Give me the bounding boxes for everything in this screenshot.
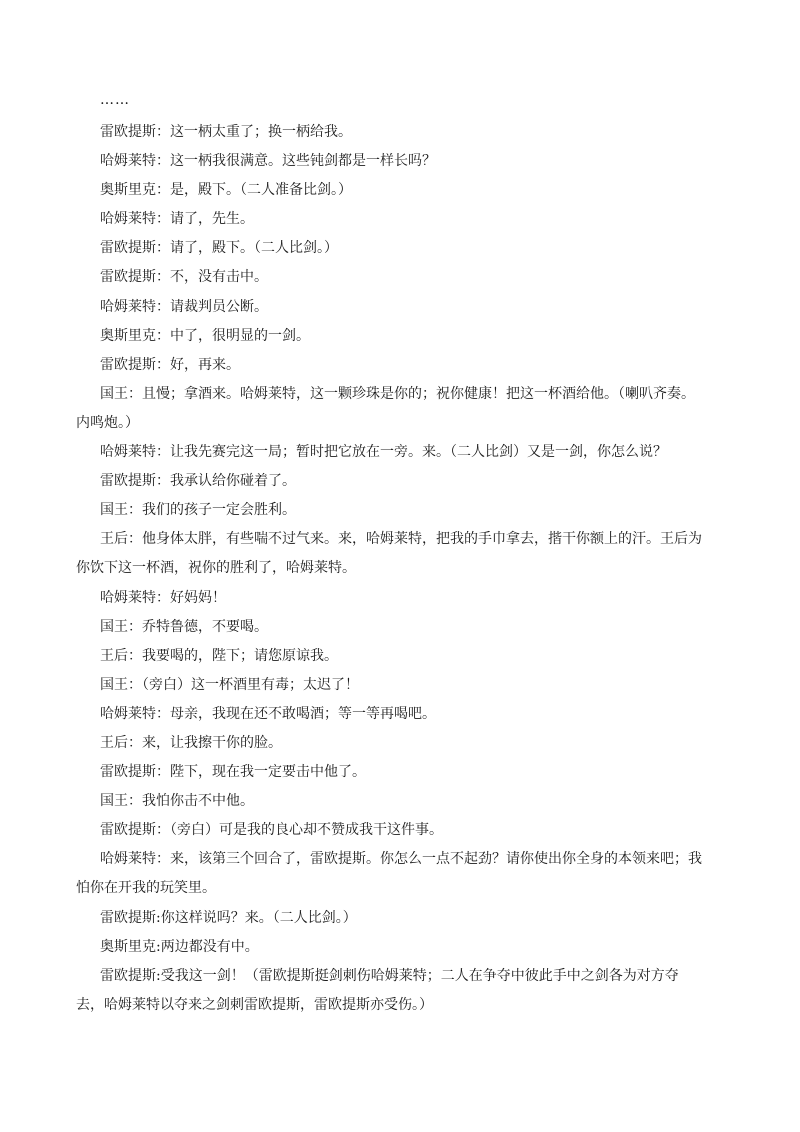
script-dialogue <box>0 118 800 1020</box>
dialogue-line: 国王：我怕你击不中他。 <box>100 793 254 810</box>
dialogue-line: 奥斯里克：是，殿下。（二人准备比剑。） <box>100 182 352 199</box>
dialogue-line: 哈姆莱特：请了，先生。 <box>100 211 254 228</box>
dialogue-line: 哈姆莱特：好妈妈！ <box>100 589 226 606</box>
dialogue-line: 雷欧提斯：我承认给你碰着了。 <box>100 473 296 490</box>
dialogue-line: 哈姆莱特：来，该第三个回合了，雷欧提斯。你怎么一点不起劲？请你使出你全身的本领来吧；我怕你在开我的玩笑里。 <box>76 851 702 897</box>
dialogue-line: 雷欧提斯：这一柄太重了；换一柄给我。 <box>100 124 352 140</box>
dialogue-line: 哈姆莱特：让我先赛完这一局；暂时把它放在一旁。来。（二人比剑）又是一剑，你怎么说？ <box>100 444 667 461</box>
dialogue-line: 王后：来，让我擦干你的脸。 <box>100 734 282 751</box>
dialogue-line: 哈姆莱特：请裁判员公断。 <box>100 298 268 315</box>
dialogue-line: 国王：乔特鲁德，不要喝。 <box>100 618 268 635</box>
dialogue-line: 国王：且慢；拿酒来。哈姆莱特，这一颗珍珠是你的；祝你健康！把这一杯酒给他。（喇叭齐奏。内鸣炮。） <box>76 385 695 431</box>
dialogue-line: 王后：他身体太胖，有些喘不过气来。来，哈姆莱特，把我的手巾拿去，揩干你额上的汗。王后为你饮下这一杯酒，祝你的胜利了，哈姆莱特。 <box>76 531 702 577</box>
dialogue-line: 国王：（旁白）这一杯酒里有毒；太迟了！ <box>100 676 359 693</box>
dialogue-line: 雷欧提斯：陛下，现在我一定要击中他了。 <box>100 764 366 781</box>
dialogue-line: 哈姆莱特：这一柄我很满意。这些钝剑都是一样长吗？ <box>100 153 436 170</box>
dialogue-line: 王后：我要喝的，陛下；请您原谅我。 <box>100 647 338 664</box>
dialogue-line: 雷欧提斯：（旁白）可是我的良心却不赞成我干这件事。 <box>100 822 443 839</box>
dialogue-line: 奥斯里克:两边都没有中。 <box>100 938 259 955</box>
dialogue-line: 雷欧提斯:你这样说吗？来。（二人比剑。） <box>100 909 357 926</box>
dialogue-line: 奥斯里克：中了，很明显的一剑。 <box>100 327 310 344</box>
dialogue-line: 雷欧提斯:受我这一剑！（雷欧提斯挺剑刺伤哈姆莱特；二人在争夺中彼此手中之剑各为对方夺去，哈姆莱特以夺来之剑刺雷欧提斯，雷欧提斯亦受伤。） <box>76 967 679 1013</box>
dialogue-line: 哈姆莱特：母亲，我现在还不敢喝酒；等一等再喝吧。 <box>100 705 436 722</box>
ellipsis-mark: …… <box>100 92 130 108</box>
dialogue-line: 雷欧提斯：好，再来。 <box>100 356 240 373</box>
dialogue-line: 雷欧提斯：不，没有击中。 <box>100 269 268 286</box>
dialogue-line: 雷欧提斯：请了，殿下。（二人比剑。） <box>100 240 338 257</box>
dialogue-line: 国王：我们的孩子一定会胜利。 <box>100 502 296 519</box>
